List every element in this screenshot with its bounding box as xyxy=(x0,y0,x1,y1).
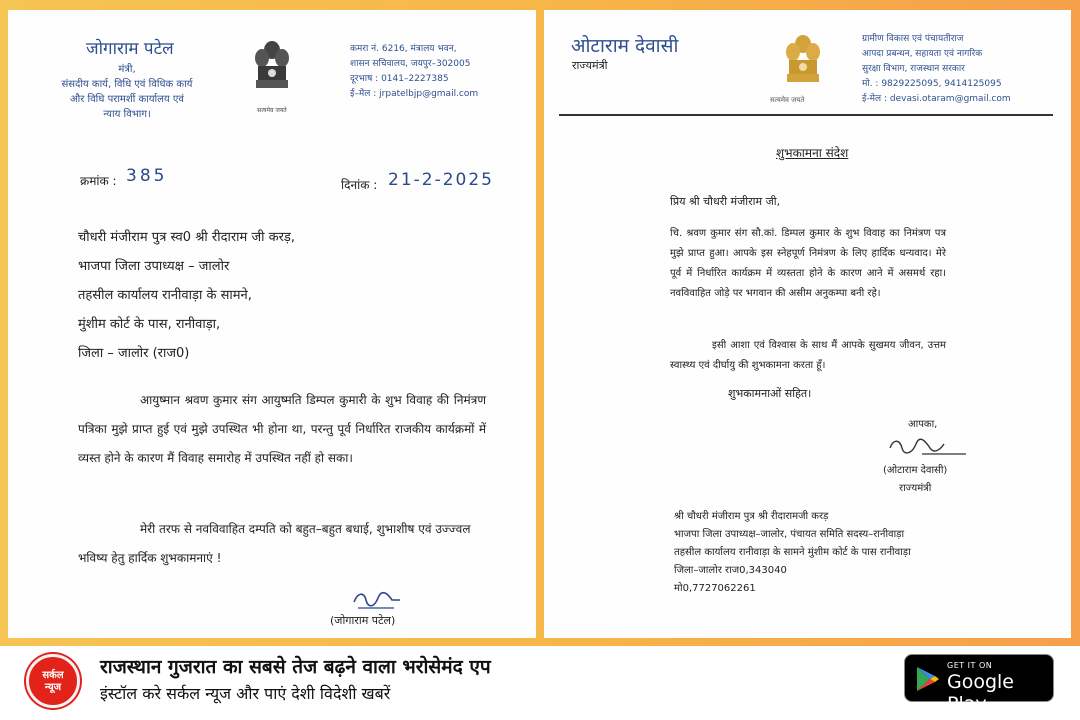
logo-line: न्यूज xyxy=(44,682,62,693)
header-divider xyxy=(559,114,1053,116)
signature-block xyxy=(883,462,947,498)
signature-name: (जोगाराम पटेल) xyxy=(330,614,396,627)
national-emblem-icon xyxy=(780,32,826,102)
contact-line: ई–मेल : jrpatelbjp@gmail.com xyxy=(350,89,479,99)
letter-right xyxy=(544,10,1071,638)
recipient-address xyxy=(78,223,295,368)
kramank-value: 385 xyxy=(126,166,168,186)
logo-line: सर्कल xyxy=(42,670,64,681)
dept-line: सुरक्षा विभाग, राजस्थान सरकार xyxy=(862,64,965,74)
address-line: मुंशीम कोर्ट के पास, रानीवाड़ा, xyxy=(78,317,221,332)
signature-title: राज्यमंत्री xyxy=(899,483,932,494)
circle-news-logo[interactable] xyxy=(26,654,80,708)
kramank-label: क्रमांक : xyxy=(80,174,117,188)
dept-line: मो. : 9829225095, 9414125095 xyxy=(862,79,1002,89)
contact-line: दूरभाष : 0141–2227385 xyxy=(350,74,449,84)
signature-mark xyxy=(882,432,972,460)
sender-title: राज्यमंत्री xyxy=(572,59,608,72)
sender-name: ओटाराम देवासी xyxy=(571,35,679,57)
address-line: तहसील कार्यालय रानीवाड़ा के सामने मुंशीम कोर्ट के पास रानीवाड़ा xyxy=(674,547,911,558)
dept-line: न्याय विभाग। xyxy=(103,109,151,120)
banner-headline: राजस्थान गुजरात का सबसे तेज बढ़ने वाला भरोसेमंद एप xyxy=(100,656,491,678)
body-paragraph: चि. श्रवण कुमार संग सौ.कां. डिम्पल कुमार के शुभ विवाह का निमंत्रण पत्र मुझे प्राप्त हुआ। आपके इस स्नेहपूर्ण निमंत्रण के लिए हार्दिक धन्यवाद। मेरे पूर्व में निर्धारित कार्यक्रम में व्यस्तता होने के कारण आने में असमर्थ रहा। नवविवाहित जोड़े पर भगवान की असीम अनुकम्पा बनी रहे। xyxy=(670,228,946,299)
sender-name: जोगाराम पटेल xyxy=(86,39,174,59)
address-line: चौधरी मंजीराम पुत्र स्व0 श्री रीदाराम जी करड़, xyxy=(78,230,295,245)
google-play-icon xyxy=(915,665,941,693)
department-details xyxy=(862,32,1011,107)
body-paragraph: आयुष्मान श्रवण कुमार संग आयुष्मति डिम्पल कुमारी के शुभ विवाह की निमंत्रण पत्रिका मुझे प्राप्त हुई एवं मुझे उपस्थित भी होना था, परन्तु पूर्व निर्धारित राजकीय कार्यक्रमों में व्यस्त होने के कारण मैं विवाह समारोह में उपस्थित नहीं हो सका। xyxy=(78,393,486,465)
national-emblem-icon xyxy=(250,38,294,114)
address-line: श्री चौधरी मंजीराम पुत्र श्री रीदारामजी करड़ xyxy=(674,511,829,522)
badge-small-text: GET IT ON xyxy=(947,661,993,670)
letter-left xyxy=(8,10,536,638)
closing-line: शुभकामनाओं सहित। xyxy=(728,387,812,400)
dept-line: मंत्री, xyxy=(118,64,136,75)
address-line: जिला – जालोर (राज0) xyxy=(78,346,190,361)
sender-department xyxy=(42,62,212,122)
body-paragraph: मेरी तरफ से नवविवाहित दम्पति को बहुत–बहुत बधाई, शुभाशीष एवं उज्ज्वल भविष्य हेतु हार्दिक शुभकामनाएं ! xyxy=(78,522,471,565)
dept-line: ग्रामीण विकास एवं पंचायतीराज xyxy=(862,34,964,44)
greeting: प्रिय श्री चौधरी मंजीराम जी, xyxy=(670,195,781,208)
app-promo-banner xyxy=(0,646,1080,720)
banner-subline: इंस्टॉल करे सर्कल न्यूज और पाएं देशी विदेशी खबरें xyxy=(100,684,391,703)
address-line: जिला–जालोर राज0,343040 xyxy=(674,565,787,576)
dept-line: ई-मेल : devasi.otaram@gmail.com xyxy=(862,94,1011,104)
address-line: मो0,7727062261 xyxy=(674,583,756,594)
address-line: भाजपा जिला उपाध्यक्ष – जालोर xyxy=(78,259,230,274)
emblem-caption: सत्यमेव जयते xyxy=(257,107,287,114)
contact-details xyxy=(350,42,478,102)
body-paragraph: इसी आशा एवं विश्वास के साथ मैं आपके सुखमय जीवन, उत्तम स्वास्थ्य एवं दीर्घायु की शुभकामना करता हूँ। xyxy=(670,340,946,371)
dinank-label: दिनांक : xyxy=(341,178,378,192)
signature-mark xyxy=(348,588,404,614)
dept-line: आपदा प्रबन्धन, सहायता एवं नागरिक xyxy=(862,49,983,59)
google-play-button[interactable] xyxy=(904,654,1054,715)
signature-name: (ओटाराम देवासी) xyxy=(883,465,948,476)
address-line: भाजपा जिला उपाध्यक्ष–जालोर, पंचायत समिति सदस्य–रानीवाड़ा xyxy=(674,529,905,540)
recipient-address xyxy=(674,508,911,598)
badge-store-name: Google Play xyxy=(947,671,1015,715)
emblem-caption: सत्यमेव जयते xyxy=(770,96,805,104)
dept-line: और विधि परामर्शी कार्यालय एवं xyxy=(70,94,184,105)
letter-heading: शुभकामना संदेश xyxy=(776,146,849,160)
contact-line: कमरा नं. 6216, मंत्रालय भवन, xyxy=(350,44,457,54)
contact-line: शासन सचिवालय, जयपुर–302005 xyxy=(350,59,471,69)
dinank-value: 21-2-2025 xyxy=(388,170,494,190)
dept-line: संसदीय कार्य, विधि एवं विधिक कार्य xyxy=(61,79,193,90)
address-line: तहसील कार्यालय रानीवाड़ा के सामने, xyxy=(78,288,252,303)
yours-line: आपका, xyxy=(908,419,938,430)
